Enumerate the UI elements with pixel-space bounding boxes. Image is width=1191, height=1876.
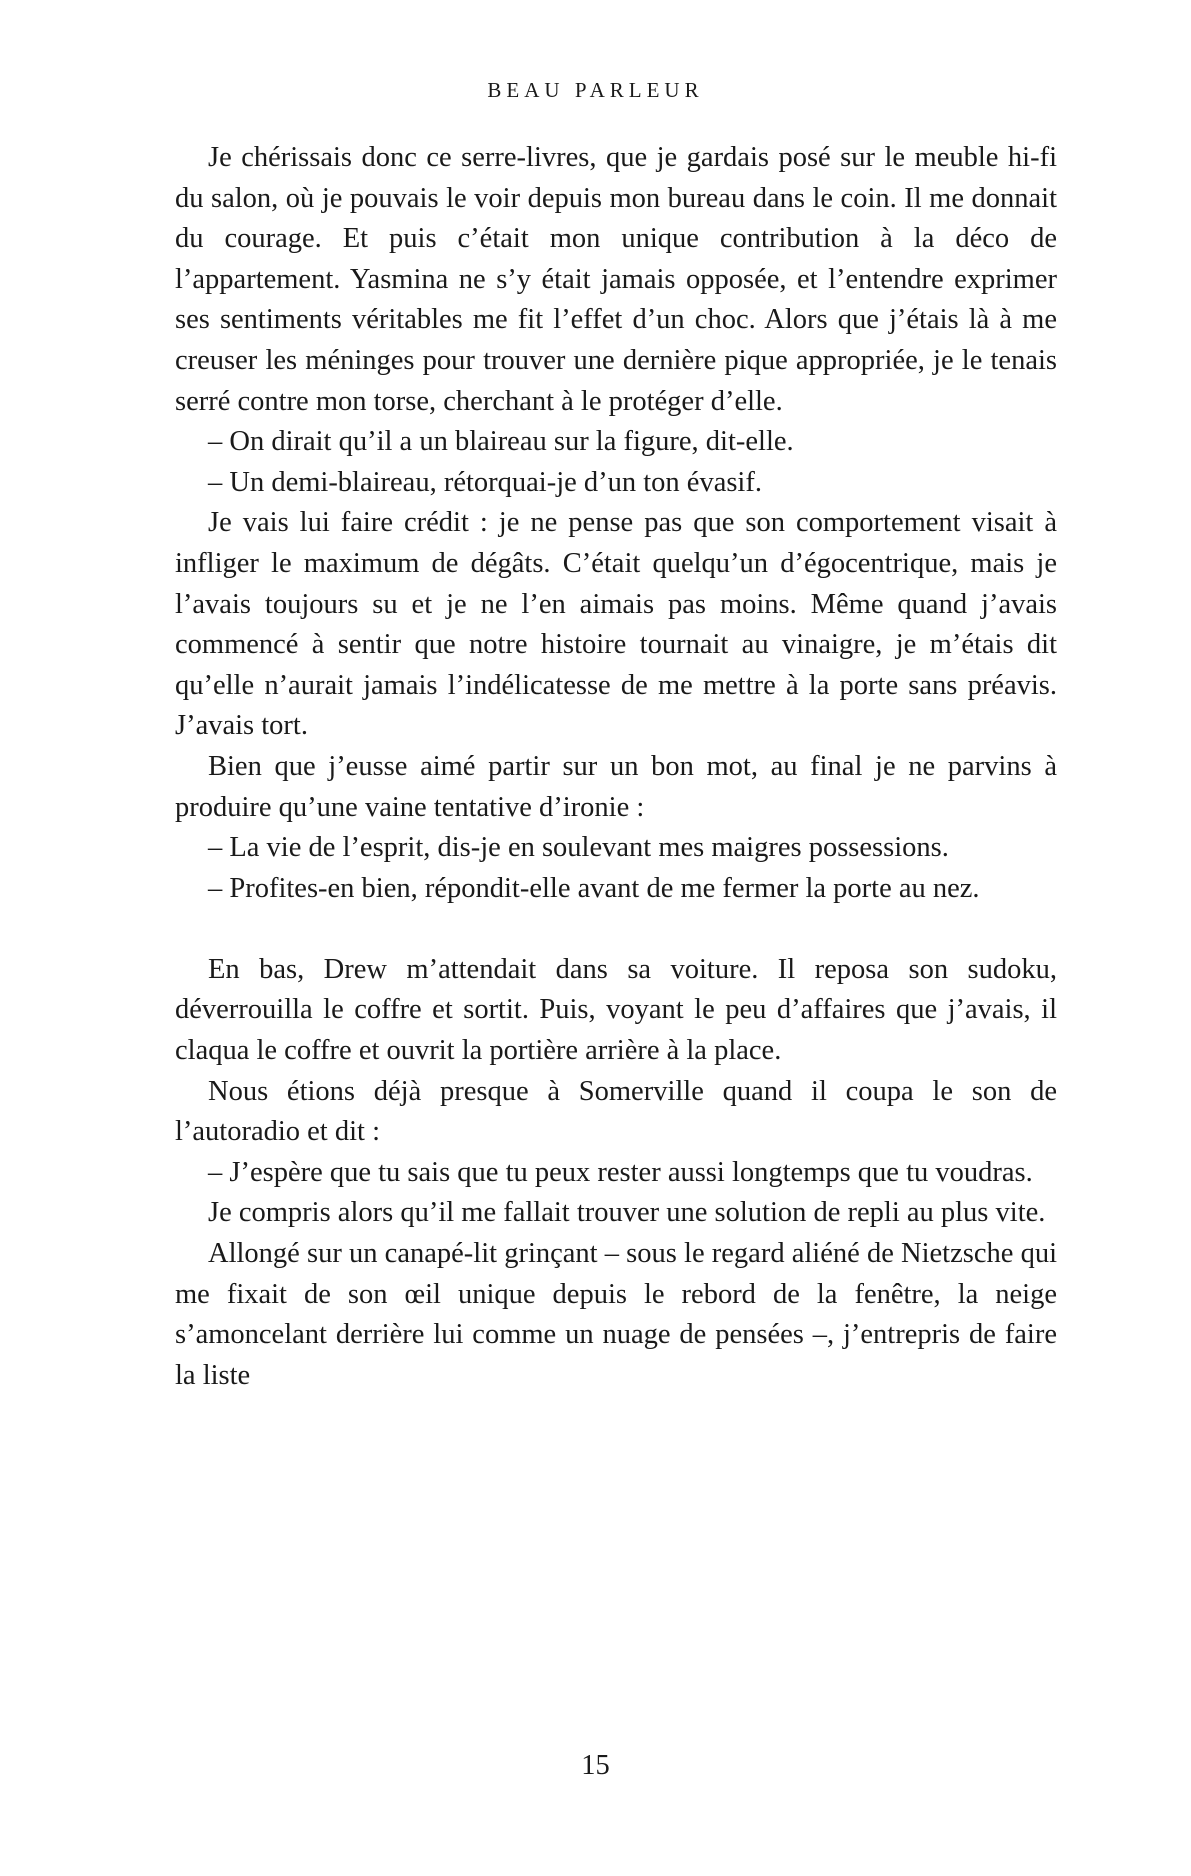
paragraph: Je vais lui faire crédit : je ne pense pas que son comportement visait à infliger le maximum de dégâts. C’était quelqu’un d’égocentrique, mais je l’avais toujours su et je ne l’en aimais pas moins. Même quand j’avais commencé à sentir que notre histoire tournait au vinaigre, je m’étais dit qu’elle n’aurait jamais l’indélicatesse de me mettre à la porte sans préavis. J’avais tort. bbox=[175, 507, 1057, 742]
dialogue-line: – J’espère que tu sais que tu peux rester aussi longtemps que tu voudras. bbox=[208, 1156, 1033, 1188]
dialogue-line: – On dirait qu’il a un blaireau sur la figure, dit-elle. bbox=[208, 426, 794, 458]
dialogue-line: – Un demi-blaireau, rétorquai-je d’un ton évasif. bbox=[208, 466, 762, 498]
dialogue-line: – Profites-en bien, répondit-elle avant de me fermer la porte au nez. bbox=[208, 872, 980, 904]
running-head: BEAU PARLEUR bbox=[487, 78, 704, 102]
dialogue-line: – La vie de l’esprit, dis-je en soulevant mes maigres possessions. bbox=[208, 832, 949, 864]
page-body bbox=[175, 138, 1057, 1396]
paragraph: Je compris alors qu’il me fallait trouver une solution de repli au plus vite. bbox=[208, 1197, 1046, 1229]
paragraph: Allongé sur un canapé-lit grinçant – sous le regard aliéné de Nietzsche qui me fixait de son œil unique depuis le rebord de la fenêtre, la neige s’amoncelant derrière lui comme un nuage de pensées –, j’entrepris de faire la liste bbox=[175, 1238, 1057, 1391]
page-number: 15 bbox=[581, 1750, 610, 1781]
paragraph: En bas, Drew m’attendait dans sa voiture. Il reposa son sudoku, déverrouilla le coffre et sortit. Puis, voyant le peu d’affaires que j’avais, il claqua le coffre et ouvrit la portière arrière à la place. bbox=[175, 953, 1057, 1067]
paragraph: Nous étions déjà presque à Somerville quand il coupa le son de l’autoradio et dit : bbox=[175, 1075, 1057, 1148]
paragraph: Bien que j’eusse aimé partir sur un bon mot, au final je ne parvins à produire qu’une vaine tentative d’ironie : bbox=[175, 750, 1057, 823]
paragraph: Je chérissais donc ce serre-livres, que je gardais posé sur le meuble hi-fi du salon, où je pouvais le voir depuis mon bureau dans le coin. Il me donnait du courage. Et puis c’était mon unique contribution à la déco de l’appartement. Yasmina ne s’y était jamais opposée, et l’entendre exprimer ses sentiments véritables me fit l’effet d’un choc. Alors que j’étais là à me creuser les méninges pour trouver une dernière pique appropriée, je le tenais serré contre mon torse, cherchant à le protéger d’elle. bbox=[175, 142, 1057, 417]
